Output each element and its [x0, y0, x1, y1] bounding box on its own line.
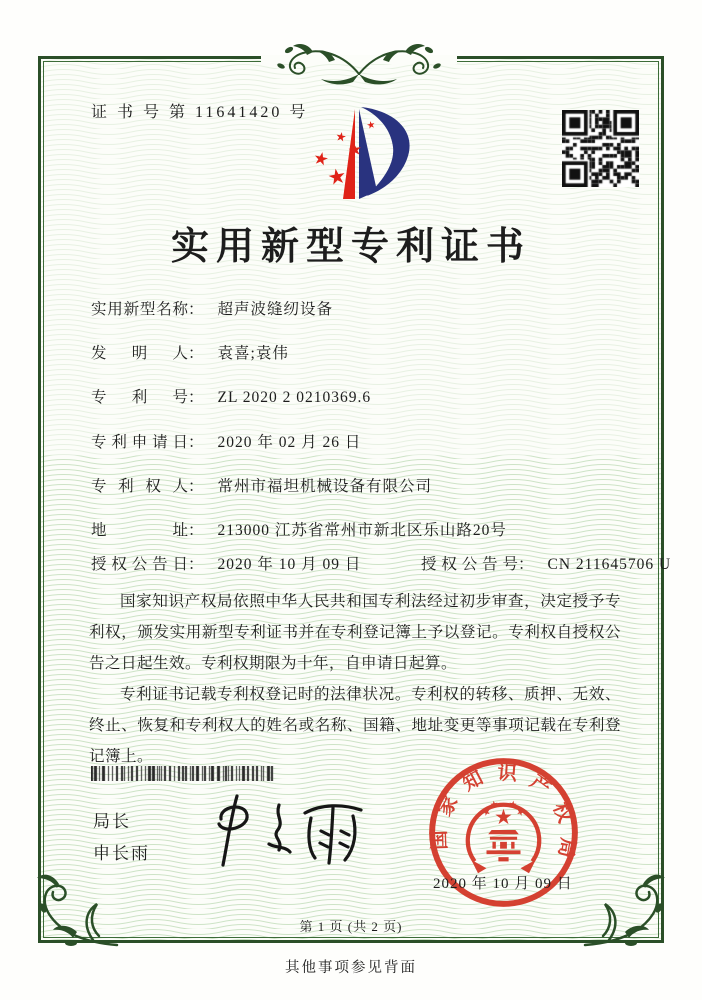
field-value: 常州市福坦机械设备有限公司: [217, 478, 433, 495]
colon: ：: [188, 556, 204, 573]
field-value: 袁喜;袁伟: [217, 345, 289, 362]
field-label: 地址: [91, 522, 188, 539]
field-value: 213000 江苏省常州市新北区乐山路20号: [217, 522, 507, 539]
field-row: [91, 297, 333, 319]
field-label: 专利权人: [91, 478, 188, 495]
field-row: [91, 474, 432, 496]
barcode-icon: [91, 766, 275, 781]
field-value: 2020 年 10 月 09 日: [217, 556, 362, 573]
signatory-title: 局长: [93, 812, 131, 831]
certificate-content: [41, 59, 672, 940]
legal-text: [89, 586, 621, 772]
field-label: 实用新型名称: [91, 301, 188, 318]
legal-paragraph: 专利证书记载专利权登记时的法律状况。专利权的转移、质押、无效、终止、恢复和专利权人的姓名或名称、国籍、地址变更等事项记载在专利登记簿上。: [89, 686, 621, 765]
seal-ring-text: 国家知识产权局: [429, 762, 579, 861]
qr-code-icon: [562, 110, 639, 187]
colon: ：: [188, 478, 204, 495]
field-label: 专利号: [91, 389, 188, 406]
legal-paragraph: 国家知识产权局依照中华人民共和国专利法经过初步审查，决定授予专利权，颁发实用新型专利证书并在专利登记簿上予以登记。专利权自授权公告之日起生效。专利权期限为十年，自申请日起算。: [89, 593, 621, 672]
field-value: 2020 年 02 月 26 日: [217, 434, 362, 451]
seal-date: 2020 年 10 月 09 日: [433, 876, 573, 892]
top-ornament-icon: [239, 36, 479, 86]
field-row: [91, 385, 371, 407]
field-label: 授权公告号: [421, 556, 518, 573]
signatory-name: 申长雨: [93, 844, 150, 863]
field-row: [91, 518, 507, 540]
field-row: [91, 430, 361, 452]
certificate-title: 实用新型专利证书: [170, 226, 531, 268]
director-signature-icon: [193, 787, 375, 877]
grant-number-pair: [421, 552, 671, 574]
colon: ：: [188, 389, 204, 406]
colon: ：: [188, 522, 204, 539]
page-number: 第 1 页 (共 2 页): [299, 919, 403, 934]
field-label: 发明人: [91, 345, 188, 362]
field-label: 授权公告日: [91, 556, 188, 573]
national-emblem: [468, 800, 539, 873]
field-value: ZL 2020 2 0210369.6: [217, 389, 372, 406]
field-value: 超声波缝纫设备: [217, 301, 334, 318]
colon: ：: [188, 345, 204, 362]
field-row: [91, 341, 289, 363]
back-side-note: 其他事项参见背面: [285, 960, 417, 976]
bottom-left-flourish-icon: [29, 848, 121, 950]
bottom-right-flourish-icon: [581, 848, 673, 950]
cnipa-logo-icon: [285, 103, 425, 211]
certificate-number: 证 书 号 第 11641420 号: [91, 104, 309, 121]
colon: ：: [518, 556, 534, 573]
grant-row: [91, 552, 672, 574]
field-value: CN 211645706 U: [547, 556, 672, 573]
certificate-frame: [38, 56, 672, 943]
colon: ：: [188, 301, 204, 318]
colon: ：: [188, 434, 204, 451]
field-label: 专利申请日: [91, 434, 188, 451]
